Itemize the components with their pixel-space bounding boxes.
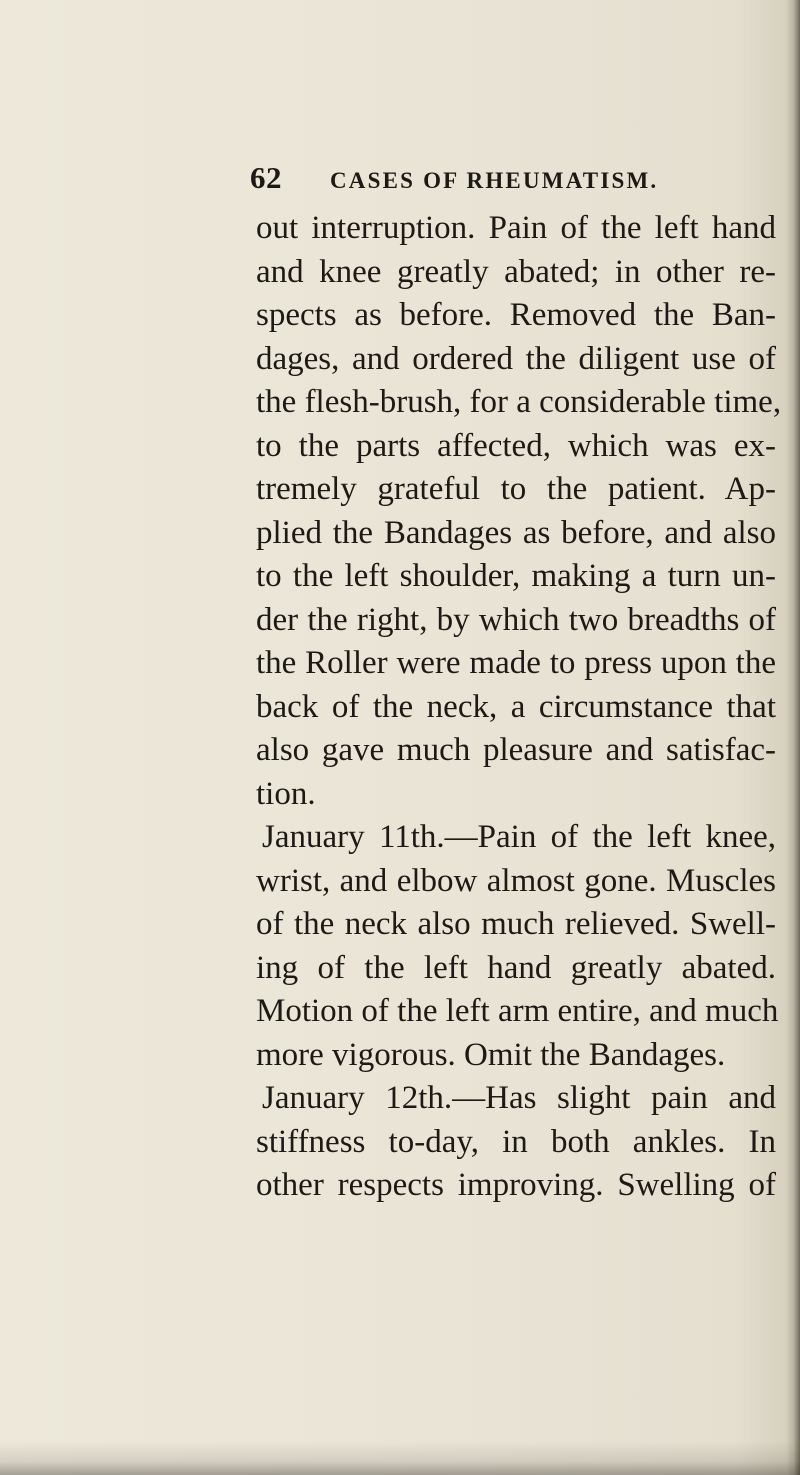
text-line: the Roller were made to press upon the (256, 645, 776, 681)
text-line: other respects improving. Swelling of (256, 1167, 776, 1203)
text-line: January 11th.—Pain of the left knee, (262, 819, 776, 855)
page-bottom-shadow (0, 1441, 800, 1475)
text-line: the flesh-brush, for a considerable time, (256, 384, 782, 420)
text-line: spects as before. Removed the Ban- (256, 297, 776, 333)
text-line: and knee greatly abated; in other re- (256, 253, 776, 290)
text-line: der the right, by which two breadths of (256, 601, 776, 638)
text-line: tion. (256, 775, 316, 812)
text-line: out interruption. Pain of the left hand (256, 210, 776, 246)
text-line: stiffness to-day, in both ankles. In (256, 1123, 776, 1160)
page-number: 62 (250, 160, 282, 195)
text-line: to the left shoulder, making a turn un- (256, 558, 776, 594)
text-line: more vigorous. Omit the Bandages. (256, 1036, 726, 1073)
text-line: January 12th.—Has slight pain and (262, 1080, 776, 1116)
running-title: CASES OF RHEUMATISM. (330, 168, 659, 193)
text-line: of the neck also much relieved. Swell- (256, 906, 776, 942)
text-line: dages, and ordered the diligent use of (256, 340, 776, 377)
page-edge-shadow (786, 0, 800, 1475)
text-line: back of the neck, a circumstance that (256, 688, 776, 725)
text-line: to the parts affected, which was ex- (256, 427, 776, 464)
text-line: ing of the left hand greatly abated. (256, 949, 776, 986)
text-line: plied the Bandages as before, and also (256, 514, 776, 551)
text-line: wrist, and elbow almost gone. Muscles (256, 862, 776, 899)
text-line: also gave much pleasure and satisfac- (256, 732, 776, 768)
text-line: tremely grateful to the patient. Ap- (256, 471, 776, 507)
body-text (256, 207, 782, 1208)
running-head (250, 160, 770, 200)
text-line: Motion of the left arm entire, and much (256, 993, 779, 1029)
